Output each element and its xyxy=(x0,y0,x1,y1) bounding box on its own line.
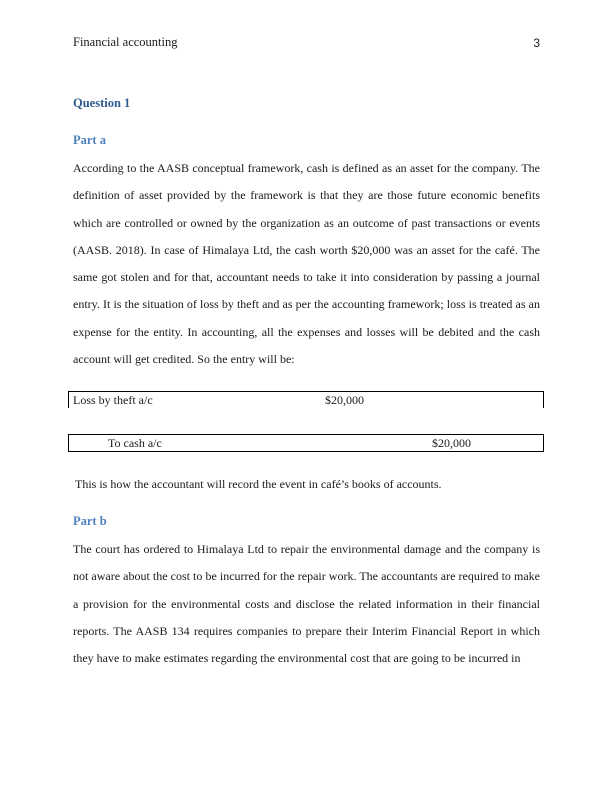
part-b-paragraph: The court has ordered to Himalaya Ltd to repair the environmental damage and the company is not aware about the cost to be incurred for the repair work. The accountants are required to make a provision for the environmental costs and disclose the related information in their financial reports. The AASB 134 requires companies to prepare their Interim Financial Report in which they have to make estimates regarding the environmental cost that are going to be incurred in xyxy=(73,542,540,666)
debit-amount: $20,000 xyxy=(325,393,364,407)
question-heading: Question 1 xyxy=(73,96,131,110)
credit-amount: $20,000 xyxy=(432,436,471,450)
part-b-heading: Part b xyxy=(73,514,107,528)
part-a-closing: This is how the accountant will record the event in café’s books of accounts. xyxy=(75,477,442,491)
running-header-title: Financial accounting xyxy=(73,35,178,49)
page-number: 3 xyxy=(533,36,540,50)
part-a-paragraph: According to the AASB conceptual framework, cash is defined as an asset for the company. The definition of asset provided by the framework is that they are those future economic benefits which are controlled or owned by the organization as an outcome of past transactions or events (AASB. 2018). In case of Himalaya Ltd, the cash worth $20,000 was an asset for the café. The same got stolen and for that, accountant needs to take it into consideration by passing a journal entry. It is the situation of loss by theft and as per the accounting framework; loss is treated as an expense for the entity. In accounting, all the expenses and losses will be debited and the cash account will get credited. So the entry will be: xyxy=(73,161,540,367)
journal-debit-row xyxy=(68,391,544,408)
part-a-heading: Part a xyxy=(73,133,106,147)
journal-credit-row xyxy=(68,434,544,452)
credit-account: To cash a/c xyxy=(108,436,162,450)
debit-account: Loss by theft a/c xyxy=(73,393,153,407)
